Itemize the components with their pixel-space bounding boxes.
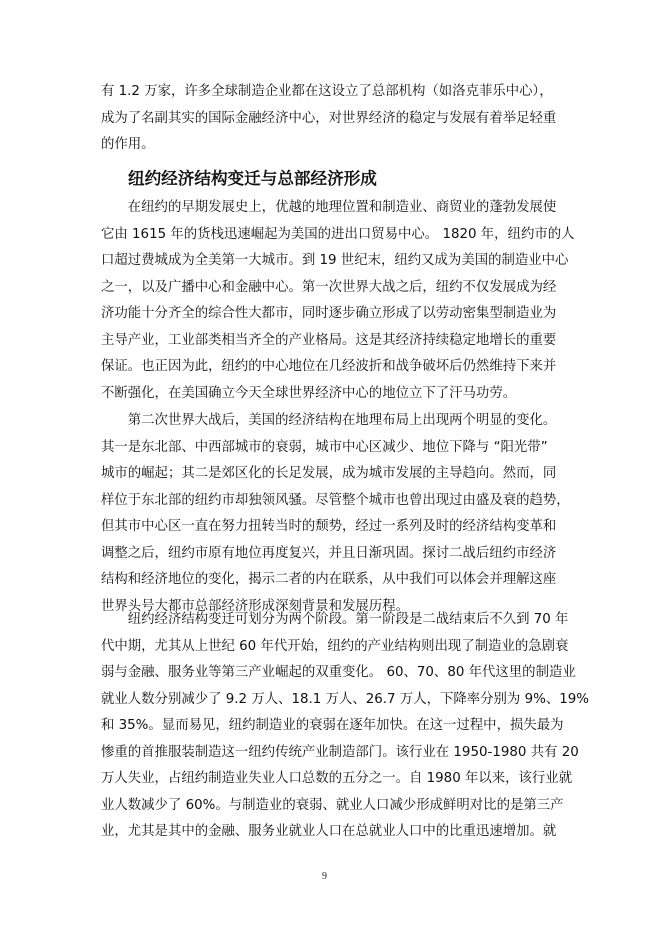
paragraph-line: 主导产业，工业部类相当齐全的产业格局。这是其经济持续稳定地增长的重要 xyxy=(101,332,557,348)
paragraph-line: 业人数减少了 60%。与制造业的衰弱、就业人口减少形成鲜明对比的是第三产 xyxy=(101,797,564,813)
paragraph-line: 代中期，尤其从上世纪 60 年代开始，纽约的产业结构则出现了制造业的急剧衰 xyxy=(101,638,569,654)
paragraph-line: 它由 1615 年的货栈迅速崛起为美国的进出口贸易中心。 1820 年，纽约市的人 xyxy=(101,226,575,242)
intro-line: 有 1.2 万家，许多全球制造企业都在这设立了总部机构（如洛克菲乐中心）， xyxy=(101,84,553,99)
paragraph-line: 业，尤其是其中的金融、服务业就业人口在总就业人口中的比重迅速增加。就 xyxy=(101,824,557,839)
section-heading: 纽约经济结构变迁与总部经济形成 xyxy=(128,169,377,188)
paragraph-line: 不断强化，在美国确立今天全球世界经济中心的地位立下了汗马功劳。 xyxy=(101,385,517,401)
paragraph-line: 但其市中心区一直在努力扭转当时的颓势，经过一系列及时的经济结构变革和 xyxy=(101,519,557,534)
paragraph-line: 之一，以及广播中心和金融中心。第一次世界大战之后，纽约不仅发展成为经 xyxy=(101,279,557,295)
paragraph-line: 样位于东北部的纽约市却独领风骚。尽管整个城市也曾出现过由盛及衰的趋势， xyxy=(101,492,570,508)
intro-line: 的作用。 xyxy=(101,137,155,152)
paragraph-line: 弱与金融、服务业等第三产业崛起的双重变化。 60、70、80 年代这里的制造业 xyxy=(101,665,576,680)
paragraph-line: 第二次世界大战后，美国的经济结构在地理布局上出现两个明显的变化。 xyxy=(101,413,557,428)
paragraph-line: 其一是东北部、中西部城市的衰弱，城市中心区减少、地位下降与 “阳光带” xyxy=(101,439,548,455)
paragraph-line: 济功能十分齐全的综合性大都市，同时逐步确立形成了以劳动密集型制造业为 xyxy=(101,306,557,321)
paragraph-line: 就业人数分别减少了 9.2 万人、18.1 万人、26.7 万人，下降率分别为 9%、19% xyxy=(101,691,589,707)
paragraph-line: 万人失业，占纽约制造业失业人口总数的五分之一。自 1980 年以来，该行业就 xyxy=(101,771,573,786)
paragraph-line: 在纽约的早期发展史上，优越的地理位置和制造业、商贸业的蓬勃发展使 xyxy=(101,200,557,215)
paragraph-line: 口超过费城成为全美第一大城市。到 19 世纪末，纽约又成为美国的制造业中心 xyxy=(101,253,569,268)
paragraph-line: 城市的崛起；其二是郊区化的长足发展，成为城市发展的主导趋向。然而，同 xyxy=(101,466,557,481)
intro-line: 成为了名副其实的国际金融经济中心，对世界经济的稳定与发展有着举足轻重 xyxy=(101,110,557,126)
paragraph-line: 结构和经济地位的变化，揭示二者的内在联系，从中我们可以体会并理解这座 xyxy=(101,572,557,587)
paragraph-line: 和 35%。显而易见，纽约制造业的衰弱在逐年加快。在这一过程中，损失最为 xyxy=(101,718,564,733)
paragraph-line: 世界头号大都市总部经济形成深刻背景和发展历程。 xyxy=(101,598,409,614)
paragraph-line: 保证。也正因为此，纽约的中心地位在几经波折和战争破坏后仍然维持下来并 xyxy=(101,359,557,374)
paragraph-line: 纽约经济结构变迁可划分为两个阶段。第一阶段是二战结束后不久到 70 年 xyxy=(101,612,569,627)
paragraph-line: 调整之后，纽约市原有地位再度复兴，并且日渐巩固。探讨二战后纽约市经济 xyxy=(101,545,557,561)
page-number: 9 xyxy=(322,871,327,882)
paragraph-line: 惨重的首推服装制造这一纽约传统产业制造部门。该行业在 1950-1980 共有 20 xyxy=(101,744,579,760)
